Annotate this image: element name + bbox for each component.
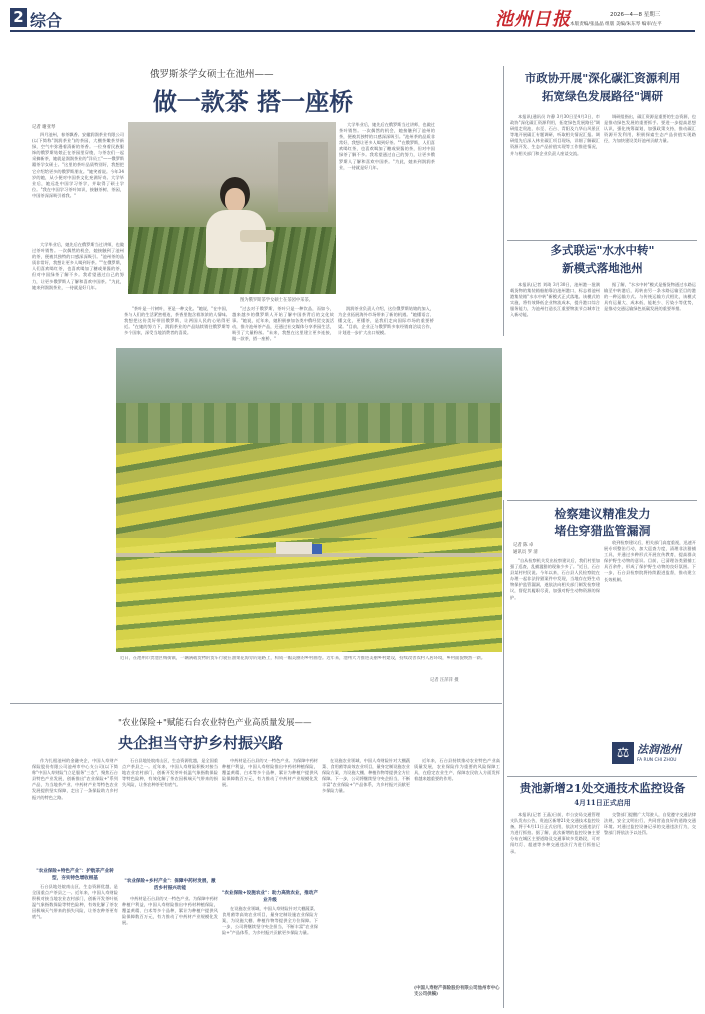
law-logo-text: 法润池州 [637,743,681,756]
story4-byline-1: 记者 陈 卓 [513,543,534,548]
column-divider [503,66,504,336]
issue-date: 2026—4—8 星期三 [610,12,661,18]
law-column-logo [612,740,698,770]
story1-col1: 四月池州，春茶飘香。安徽润润茶业有限公司(以下简称"润润茶业")的茶园，大棚茶嫩茶芽新绿，空气中弥漫着清新的茶香。一位身着民族服饰的俄罗斯姑娘正在茶园里穿梭，与茶农们一起采摘新茶，她就是润润茶业的"洋员工"——俄罗斯籍茶学女硕士。"这里的茶叶品质特别好，我想把它介绍给更多的俄罗斯朋友。"她笑着说。今年34岁的她，从小便对中国茶文化充满好奇。大学毕业后，她远赴中国学习茶学，并取得了硕士学位。"我在中国学习茶叶知识，接触茶树、茶园，中国茶深深吸引着我。" [32,132,124,198]
story6-col1: 作为扎根池州的金融央企，中国人寿财产保险股份有限公司池州市中心支公司(以下简称"中国人寿财险")立足服务"三农"，聚焦石台县特色产业发展，创新推出"农业保险+"系列产品，为当地茶产业、中药材产业等特色农业发展提供坚实保障，走出了一条保险助力乡村振兴的特色之路。 [32,758,118,800]
story4-headline-2: 堵住穿猎监管漏洞 [554,524,651,538]
story6-col3b: 在设施农业领域，中国人寿财险针对大棚蔬菜、食用菌等高效农业项目，量身定制设施农业保险方案，为设施大棚、种植作物等提供全方位保障。下一步，公司将继续坚守央企担当，不断丰富"农业保险+"产品体系，为乡村振兴贡献更多保险力量。 [222,906,318,936]
story3-headline-1: 多式联运"水水中转" [550,243,655,257]
story5-rule [507,776,697,777]
landscape-photo-caption: 近日，在池州市贵池区梅街镇，一辆满载货物的货车行驶在油菜花海旁的道路上，构成一幅美丽的乡村画卷。近年来，池州大力推进美丽乡村建设，持续改善农村人居环境，乡村面貌焕然一新。 [120,656,486,661]
story6-col3: 中药材是石台县的又一特色产业。为保障中药材种植户利益，中国人寿财险推出中药材种植保险，覆盖黄精、白术等多个品种，累计为种植户提供风险保障数百万元，有力推动了中药材产业规模化发展。 [222,758,318,788]
story6-col4: 在设施农业领域，中国人寿财险针对大棚蔬菜、食用菌等高效农业项目，量身定制设施农业保险方案，为设施大棚、种植作物等提供全方位保障。下一步，公司将继续坚守央企担当，不断丰富"农业保险+"产品体系，为乡村振兴贡献更多保险力量。 [322,758,410,794]
story1-kicker: 俄罗斯茶学女硕士在池州—— [150,69,274,80]
story3-col1: 本报讯(记者 刘琦 3月30日，池州港一批满载货物的集装箱船舶靠泊池州港口，标志着池州港集装箱"水水中转"新模式正式落地。该模式的实施，将有效降低企业物流成本，提升港口综合服务能力，为池州打造长江重要物流节点城市注入新动能。 [510,282,600,318]
story1-headline: 做一款茶 搭一座桥 [152,87,354,116]
rapeseed-field-photo [116,348,502,652]
landscape-photo-credit: 记者 汪萍萍 摄 [430,678,459,683]
story2-col1: 本报讯(通讯员 许静 3月30日至4月3日，市政协"深化碳汇资源利用，拓宽绿色发展路径"调研组走贵池、东至、石台、青阳及九华山风景区等地开展碳汇专题调研，听取相关情况汇报。调研组先后深入林业碳汇项目现场，详细了解碳汇资源开发、生态产品价值实现等工作推进情况，并与相关部门和企业负责人座谈交流。 [510,114,600,156]
story3-col2: 据了解，"水水中转"模式是指货物通过水路运输至中转港后，再转由另一条水路运输至目的港的一种运输方式。与传统运输方式相比，该模式具有运量大、成本低、能耗少、污染小等优势，是推动交通运输绿色低碳发展的重要举措。 [604,282,696,312]
scales-icon: ⚖ [612,742,634,764]
story4-col1: "自从检察机关发出检察建议后，我们村里加强了巡查，乱捕滥猎的现象少多了。"近日，石台县某村村民说。今年以来，石台县人民检察院在办理一起非法狩猎案件中发现，当地存在野生动物保护监管漏洞，遂依法向相关部门制发检察建议，督促其履职尽责，加强对野生动物资源的保护。 [510,558,600,600]
masthead-logo: 池州日报 [495,9,571,30]
section-title: 综合 [30,11,63,30]
story6-col5: 近年来，石台县持续推动农业特色产业高质量发展，农业保险作为重要的风险保障工具，在稳定农业生产、保障农民收入方面发挥着越来越重要的作用。 [414,758,500,782]
story6-col1b: 石台县地处皖南山区，生态资源优越，是全国重点产茶县之一。近年来，中国人寿财险积极对接当地农业农村部门，创新开发茶叶低温气象指数保险等特色险种，有效化解了茶农因极端天气带来的损失风险，让茶农种茶更有底气。 [32,884,118,920]
story6-kicker: "农业保险+"赋能石台农业特色产业高质量发展—— [118,718,312,728]
story1-col1b: 大学毕业后，她先后在俄罗斯当过讲师，也做过茶叶销售。一次偶然的机会，她接触到了池州的茶，便被其独特的口感深深吸引。"池州茶的品质非常好，我想让更多人喝到好茶。""在俄罗斯，人们喜欢喝红茶，也喜欢喝加了糖或果酱的茶，但对中国绿茶了解不多。我希望通过自己的努力，让更多俄罗斯人了解和喜欢中国茶。"为此，她来到润润茶业，一待就是好几年。 [32,242,124,290]
tea-woman-photo [128,122,336,294]
story6-col2b: 中药材是石台县的又一特色产业。为保障中药材种植户利益，中国人寿财险推出中药材种植保险，覆盖黄精、白术等多个品种，累计为种植户提供风险保障数百万元，有力推动了中药材产业规模化发展。 [122,896,218,926]
story3-headline-2: 新模式落地池州 [562,261,643,275]
story6-rule [10,703,502,704]
story4-col2: 收到检察建议后，相关部门高度重视，迅速开展专项整治行动，加大巡查力度，清理非法猎捕工具，并通过多种形式开展宣传教育，提高群众保护野生动物的意识。目前，已清理各类猎捕工具百余件，形成了保护野生动物的良好氛围。下一步，石台县检察院将持续跟进监督，推动建立长效机制。 [604,540,696,582]
story2-headline-2: 拓宽绿色发展路径"调研 [542,89,663,103]
story1-col3: "茶叶是一片树叶，更是一种文化。"她说，"在中国，茶与人们的生活紧密相连，茶香里饱含着浓浓的人情味。我想把这份美好带回俄罗斯，让两国人民的心贴得更近。"在她的努力下，润润茶业的产品陆续销往俄罗斯等多个国家，深受当地消费者的喜爱。 [124,306,230,336]
story2-rule [507,240,697,241]
story6-subhead-3: "农业保险+设施农业"：助力高效农业，推动产业升级 [222,891,318,903]
page-number-badge: 2 [10,8,27,27]
editor-credits: 本版责编/张晶晶 组版 美编/朱东琴 编审/左平 [570,22,662,27]
masthead-rule [10,30,695,32]
story6-footer: (中国人寿财产保险股份有限公司池州市中心支公司供稿) [414,986,500,997]
story1-col4: "过去对于俄罗斯，茶叶只是一种饮品，而如今，越来越多的俄罗斯人开始了解中国茶背后的文化故事。"她说，近年来，她积极参加各类中俄经贸交流活动，推介池州茶产品，还通过社交媒体分享茶园生活，吸引了大量粉丝。"未来，我想在这里建立更多连接，做一款茶，搭一座桥。" [232,306,334,342]
story6-subhead-2: "农业保险+乡村产业"：保障中药材发展，激活乡村振兴动能 [124,879,216,891]
story4-rule [507,500,697,501]
story5-subhead: 4月11日正式启用 [574,798,631,807]
story1-col5: 润润茶业负责人介绍，这位俄罗斯姑娘的加入，为企业拓展海外市场带来了新的机遇。"她懂语言、懂文化，更懂茶，是我们走向国际市场的重要桥梁。"目前，企业正与俄罗斯多家经销商洽谈合作，计划进一步扩大出口规模。 [338,306,434,336]
story6-col2: 石台县地处皖南山区，生态资源优越，是全国重点产茶县之一。近年来，中国人寿财险积极对接当地农业农村部门，创新开发茶叶低温气象指数保险等特色险种，有效化解了茶农因极端天气带来的损失风险，让茶农种茶更有底气。 [122,758,218,788]
story4-byline-2: 通讯员 罗 清 [513,550,538,555]
story5-col2: 交警部门提醒广大驾驶人，自觉遵守交通法律法规，安全文明出行，共同营造良好的道路交通环境。对通过监控设备记录的交通违法行为，交警部门将依法予以处罚。 [604,812,696,836]
story1-photo-caption: 图为俄罗斯茶学女硕士在茶园中采茶。 [240,298,314,303]
law-logo-en: FA RUN CHI ZHOU [637,758,677,763]
story2-col2: 调研组指出，碳汇资源是重要的生态资源，也是推动绿色发展的重要抓手。要进一步提高思想认识，强化统筹谋划，加强政策支持，推动碳汇资源开发利用，积极探索生态产品价值实现路径，为加快建设美好池州贡献力量。 [604,114,696,144]
story2-headline-1: 市政协开展"深化碳汇资源利用 [524,71,681,85]
story6-subhead-1: "农业保险+特色产业"：护航茶产业转型，夯实特色增收根基 [36,869,114,881]
story4-headline-1: 检察建议精准发力 [554,507,651,521]
story1-byline: 记者 谢亚琴 [32,125,56,130]
story5-headline: 贵池新增21处交通技术监控设备 [519,781,686,795]
story1-col2: 大学毕业后，她先后在俄罗斯当过讲师，也做过茶叶销售。一次偶然的机会，她接触到了池州的茶，便被其独特的口感深深吸引。"池州茶的品质非常好，我想让更多人喝到好茶。""在俄罗斯，人们喜欢喝红茶，也喜欢喝加了糖或果酱的茶，但对中国绿茶了解不多。我希望通过自己的努力，让更多俄罗斯人了解和喜欢中国茶。"为此，她来到润润茶业，一待就是好几年。 [339,122,435,170]
story6-headline: 央企担当守护乡村振兴路 [118,734,284,752]
column-divider-lower [503,500,504,1008]
story5-col1: 本报讯(记者 王晶)日前，市公安局交通管理支队发布公告，贵池区新增21处交通技术监控设备，将于4月11日正式启用，依法对交通违法行为进行抓拍。据了解，此次新增的监控设备主要分布在城区主要道路及交通事故多发路段，可对闯红灯、超速等多种交通违法行为进行抓拍记录。 [510,812,600,854]
